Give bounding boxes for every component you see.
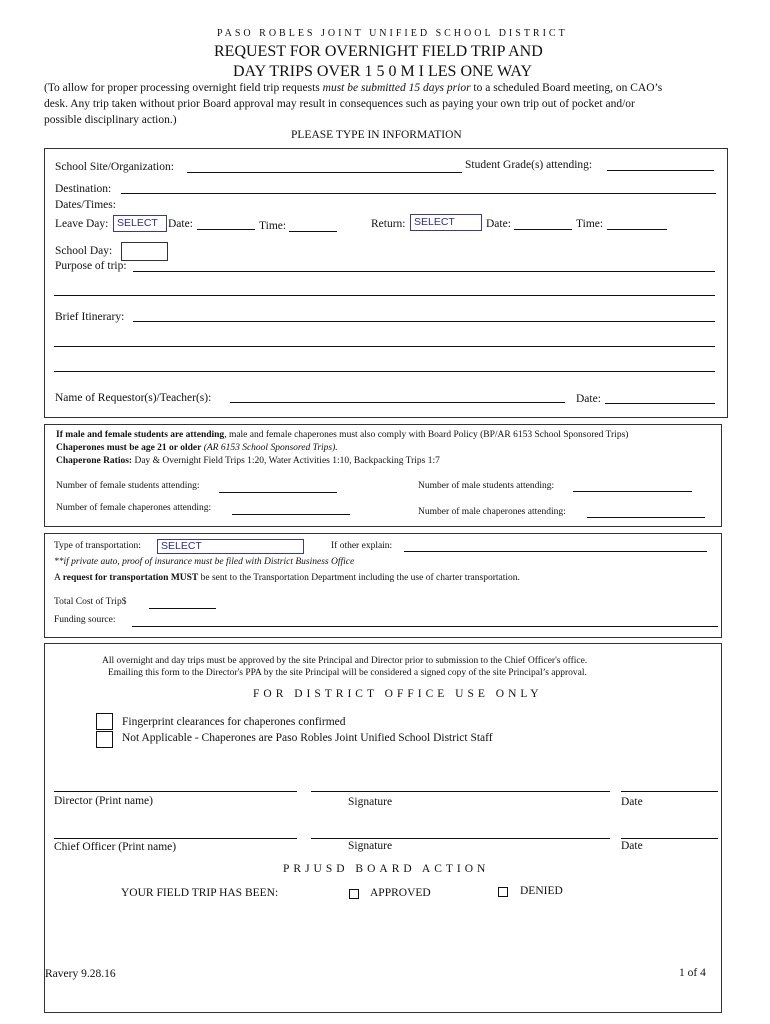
form-title-line1: REQUEST FOR OVERNIGHT FIELD TRIP AND	[214, 43, 543, 60]
leave-date-label: Date:	[168, 218, 193, 230]
school-day-label: School Day:	[55, 245, 113, 257]
itinerary-label: Brief Itinerary:	[55, 311, 125, 323]
female-students-field[interactable]	[219, 492, 337, 493]
female-chaperones-label: Number of female chaperones attending:	[56, 503, 212, 513]
destination-label: Destination:	[55, 183, 112, 195]
requestor-date-label: Date:	[576, 393, 601, 405]
total-cost-field[interactable]	[149, 608, 216, 609]
male-students-field[interactable]	[573, 491, 692, 492]
male-chaperones-field[interactable]	[587, 517, 705, 518]
return-time-label: Time:	[576, 218, 604, 230]
other-explain-label: If other explain:	[331, 541, 393, 551]
dates-times-label: Dates/Times:	[55, 199, 116, 211]
private-auto-note: **if private auto, proof of insurance must be filed with District Business Office	[54, 557, 355, 567]
office-use-heading: FOR DISTRICT OFFICE USE ONLY	[253, 688, 543, 700]
itinerary-field-line1[interactable]	[133, 321, 715, 322]
director-date-label: Date	[621, 796, 643, 808]
funding-source-field[interactable]	[132, 626, 718, 627]
total-cost-label: Total Cost of Trip$	[54, 597, 127, 607]
leave-day-label: Leave Day:	[55, 218, 109, 230]
type-info-heading: PLEASE TYPE IN INFORMATION	[291, 129, 462, 141]
intro-line1: (To allow for proper processing overnight field trip requests must be submitted 15 days prior to a scheduled Board meeting, on CAO’s	[44, 82, 663, 94]
itinerary-field-line2[interactable]	[54, 346, 715, 347]
revision-note: Ravery 9.28.16	[45, 968, 116, 980]
return-date-field[interactable]	[514, 229, 572, 230]
chief-signature-line[interactable]	[311, 838, 610, 839]
fingerprint-label: Fingerprint clearances for chaperones confirmed	[122, 716, 346, 728]
funding-source-label: Funding source:	[54, 615, 116, 625]
return-day-select[interactable]: SELECT	[410, 214, 482, 231]
director-signature-label: Signature	[348, 796, 393, 808]
purpose-field-line1[interactable]	[133, 271, 715, 272]
other-explain-field[interactable]	[404, 551, 707, 552]
leave-day-select[interactable]: SELECT	[113, 215, 167, 232]
director-label: Director (Print name)	[54, 795, 153, 807]
not-applicable-label: Not Applicable - Chaperones are Paso Robles Joint Unified School District Staff	[122, 732, 493, 744]
director-signature-line[interactable]	[311, 791, 610, 792]
chief-signature-label: Signature	[348, 840, 393, 852]
return-time-field[interactable]	[607, 229, 667, 230]
purpose-field-line2[interactable]	[54, 295, 715, 296]
chaperone-policy-line1: If male and female students are attending, male and female chaperones must also comply with Board Policy (BP/AR 6153 School Sponsored Trips)	[56, 430, 629, 440]
requestor-label: Name of Requestor(s)/Teacher(s):	[55, 392, 212, 404]
destination-field[interactable]	[121, 193, 716, 194]
page-number: 1 of 4	[679, 967, 706, 979]
transport-request-note: A request for transportation MUST be sent to the Transportation Department including the use of charter transportation.	[54, 573, 520, 583]
itinerary-field-line3[interactable]	[54, 371, 715, 372]
female-chaperones-field[interactable]	[232, 514, 350, 515]
requestor-field[interactable]	[230, 402, 565, 403]
denied-checkbox[interactable]	[498, 887, 508, 897]
transport-select[interactable]: SELECT	[157, 539, 304, 554]
approved-label: APPROVED	[370, 887, 431, 899]
approval-note-line2: Emailing this form to the Director's PPA by the site Principal will be considered a signed copy of the site Principal’s approval.	[108, 668, 587, 678]
male-students-label: Number of male students attending:	[418, 481, 555, 491]
trip-status-label: YOUR FIELD TRIP HAS BEEN:	[121, 887, 279, 899]
return-date-label: Date:	[486, 218, 511, 230]
student-grade-field[interactable]	[607, 170, 714, 171]
intro-line2: desk. Any trip taken without prior Board approval may result in consequences such as paying your own trip out of pocket and/or	[44, 98, 635, 110]
approved-checkbox[interactable]	[349, 889, 359, 899]
student-grade-label: Student Grade(s) attending:	[465, 159, 593, 171]
denied-label: DENIED	[520, 885, 563, 897]
director-name-line[interactable]	[54, 791, 297, 792]
director-date-line[interactable]	[621, 791, 718, 792]
board-action-heading: PRJUSD BOARD ACTION	[283, 863, 490, 875]
district-name: PASO ROBLES JOINT UNIFIED SCHOOL DISTRICT	[217, 28, 568, 39]
transport-label: Type of transportation:	[54, 541, 141, 551]
purpose-label: Purpose of trip:	[55, 260, 127, 272]
form-title-line2: DAY TRIPS OVER 1 5 0 M I LES ONE WAY	[233, 63, 532, 80]
chaperone-policy-line2: Chaperones must be age 21 or older (AR 6153 School Sponsored Trips).	[56, 443, 338, 453]
fingerprint-checkbox[interactable]	[96, 713, 113, 730]
trip-info-section	[44, 148, 728, 418]
leave-time-label: Time:	[259, 220, 287, 232]
requestor-date-field[interactable]	[605, 403, 715, 404]
school-site-field[interactable]	[187, 172, 462, 173]
chaperone-policy-line3: Chaperone Ratios: Day & Overnight Field Trips 1:20, Water Activities 1:10, Backpacking Trips 1:7	[56, 456, 440, 466]
school-site-label: School Site/Organization:	[55, 161, 174, 173]
leave-time-field[interactable]	[289, 231, 337, 232]
female-students-label: Number of female students attending:	[56, 481, 200, 491]
not-applicable-checkbox[interactable]	[96, 731, 113, 748]
chief-officer-label: Chief Officer (Print name)	[54, 841, 177, 853]
approval-note-line1: All overnight and day trips must be approved by the site Principal and Director prior to submission to the Chief Officer's office.	[102, 656, 588, 666]
male-chaperones-label: Number of male chaperones attending:	[418, 507, 566, 517]
school-day-field[interactable]	[121, 242, 168, 261]
chief-date-label: Date	[621, 840, 643, 852]
chief-date-line[interactable]	[621, 838, 718, 839]
chief-name-line[interactable]	[54, 838, 297, 839]
leave-date-field[interactable]	[197, 229, 255, 230]
return-label: Return:	[371, 218, 406, 230]
intro-line3: possible disciplinary action.)	[44, 114, 177, 126]
